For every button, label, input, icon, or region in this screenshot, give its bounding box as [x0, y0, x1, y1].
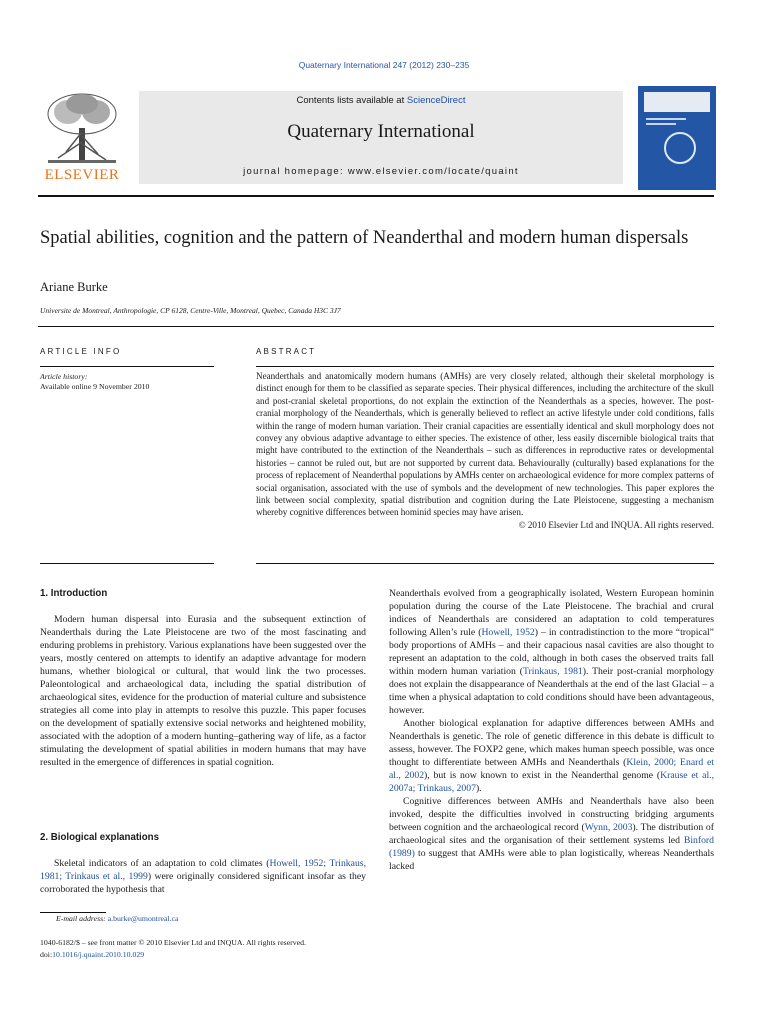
doi-line [40, 950, 144, 959]
info-bottom-rule [40, 563, 214, 564]
journal-cover-image [638, 86, 716, 190]
history-label: Article history: [40, 372, 88, 381]
journal-homepage[interactable]: journal homepage: www.elsevier.com/locate/quaint [243, 166, 519, 177]
section-2-paragraph: Skeletal indicators of an adaptation to cold climates (Howell, 1952; Trinkaus, 1981; Trinkaus et al., 1999) were originally considered significant insofar as they corroborated the hypothesis that [40, 858, 366, 895]
section-2 [40, 831, 366, 896]
abstract-text: Neanderthals and anatomically modern humans (AMHs) are very closely related, although their skeletal morphology is distinct enough for them to be classified as separate species. Their physical differences, including the architecture of the skull and post-cranial skeletal proportions, do not explain the extinction of the Neanderthals as a species, however. The post-cranial morphology of the Neanderthals, which is generally believed to reflect an active lifestyle under cold conditions, falls within the range of modern human variation. Their cranial capacities are essentially identical and skull morphology does not convey any obvious adaptive advantage to either species. The existence of other, less easily discernible biological traits that might have contributed to the extinction of the Neanderthals – such as differences in reproductive rates or developmental histories – cannot be ruled out, but are not supported by current data. Behaviourally (culturally) based explanations for the process of replacement of Neanderthal populations by AMHs center on archaeological evidence for more complex patterns of social organisation, associated with the use of symbols and the development of new technologies. This paper explores the link between social complexity, spatial distribution and cognition during the Late Pleistocene, suggesting a mechanism whereby cognitive differences between hominid species may have arisen. [256, 371, 714, 518]
abstract-bottom-rule [256, 563, 714, 564]
header-divider [38, 195, 714, 197]
section-2-heading: 2. Biological explanations [40, 832, 159, 843]
right-paragraph-2: Another biological explanation for adaptive differences between AMHs and Neanderthals is genetic. The role of genetic difference in this debate is difficult to assess, however. The FOXP2 gene, which makes human speech possible, was once thought to differentiate between AMHs and Neanderthals (Klein, 2000; Enard et al., 2002), but is now known to exist in the Neanderthal genome (Krause et al., 2007a; Trinkaus, 2007). [389, 718, 715, 794]
email-footnote [56, 914, 179, 923]
history-value: Available online 9 November 2010 [40, 382, 150, 391]
right-column [389, 587, 714, 873]
abstract-heading: ABSTRACT [256, 347, 317, 356]
article-history [40, 372, 149, 392]
section-1-paragraph: Modern human dispersal into Eurasia and the subsequent extinction of Neanderthals during the Late Pleistocene are two of the most fascinating and enduring problems in prehistory. Various explanations have been suggested over the years, mostly centered on attempts to identify an adaptive advantage for modern humans, whether biological or cultural, that would link the two processes. Paleontological and archaeological data, including the spatial distribution of archaeological sites, evidence for the production of material culture and subsistence strategies all come into play in attempts to resolve this puzzle. This paper focuses on the development of spatially extensive social networks and heightened mobility, associated with the adoption of a modern hunting–gathering way of life, as a factor stimulating the development of spatial abilities in modern humans that may have resulted in the emergence of differences in spatial cognition. [40, 614, 366, 768]
contents-line [139, 95, 623, 106]
journal-reference[interactable]: Quaternary International 247 (2012) 230–235 [298, 60, 470, 70]
doi-link[interactable]: 10.1016/j.quaint.2010.10.029 [52, 950, 145, 959]
section-1-heading: 1. Introduction [40, 588, 108, 599]
sciencedirect-link[interactable]: ScienceDirect [406, 95, 466, 106]
citation-link[interactable]: Howell, 1952; Trinkaus, 1981; Trinkaus et al., 1999 [40, 858, 366, 882]
abstract-body [256, 370, 714, 531]
tree-logo-icon [38, 92, 126, 166]
info-rule [40, 366, 214, 367]
abstract-copyright: © 2010 Elsevier Ltd and INQUA. All rights reserved. [518, 519, 714, 530]
citation-link[interactable]: Trinkaus, 1981 [522, 666, 583, 677]
right-paragraph-3: Cognitive differences between AMHs and Neanderthals have also been invoked, despite the difficulties involved in constructing bridging arguments between cognition and the archaeological record (Wynn, 2003). The distribution of archaeological sites and the organisation of their settlement systems led Binford (1989) to suggest that AMHs were able to plan logistically, whereas Neanderthals lacked [389, 796, 715, 872]
title-divider [38, 326, 714, 327]
citation-link[interactable]: Wynn, 2003 [584, 822, 633, 833]
citation-link[interactable]: Klein, 2000; Enard et al., 2002 [389, 757, 714, 781]
author-affiliation: Universite de Montreal, Anthropologie, CP 6128, Centre-Ville, Montreal, Quebec, Canada H3C 3J7 [40, 306, 341, 315]
section-1 [40, 587, 366, 769]
email-label: E-mail address: [56, 914, 108, 923]
citation-link[interactable]: Binford (1989) [389, 835, 714, 859]
citation-link[interactable]: Howell, 1952 [481, 627, 535, 638]
right-paragraph-1: Neanderthals evolved from a geographically isolated, Western European hominin population during the course of the Late Pleistocene. The brachial and crural indices of Neanderthals are considered an adaptation to cold temperatures following Allen’s rule (Howell, 1952) – in contradistinction to the more “tropical” body proportions of AMHs – and their capacious nasal cavities are also thought to represent an adaptation to the cold, although in both cases the observed traits fall within modern human variation (Trinkaus, 1981). Their post-cranial morphology does not explain the disappearance of Neanderthals at the end of the last Glacial – a time when a physical adaptation to cold conditions should have been advantageous, however. [389, 588, 714, 716]
contents-prefix: Contents lists available at [296, 95, 407, 106]
article-info-heading: ARTICLE INFO [40, 347, 122, 356]
citation-link[interactable]: Krause et al., 2007a; Trinkaus, 2007 [389, 770, 715, 794]
elsevier-logo [38, 92, 126, 184]
email-link[interactable]: a.burke@umontreal.ca [107, 914, 179, 923]
journal-title: Quaternary International [287, 121, 475, 142]
article-title: Spatial abilities, cognition and the pattern of Neanderthal and modern human dispersals [40, 228, 689, 248]
issn-line: 1040-6182/$ – see front matter © 2010 Elsevier Ltd and INQUA. All rights reserved. [40, 938, 306, 947]
footnote-rule [40, 912, 106, 913]
elsevier-wordmark: ELSEVIER [44, 167, 120, 183]
abstract-rule [256, 366, 714, 367]
doi-label: doi: [40, 950, 53, 959]
author-name: Ariane Burke [40, 280, 108, 294]
